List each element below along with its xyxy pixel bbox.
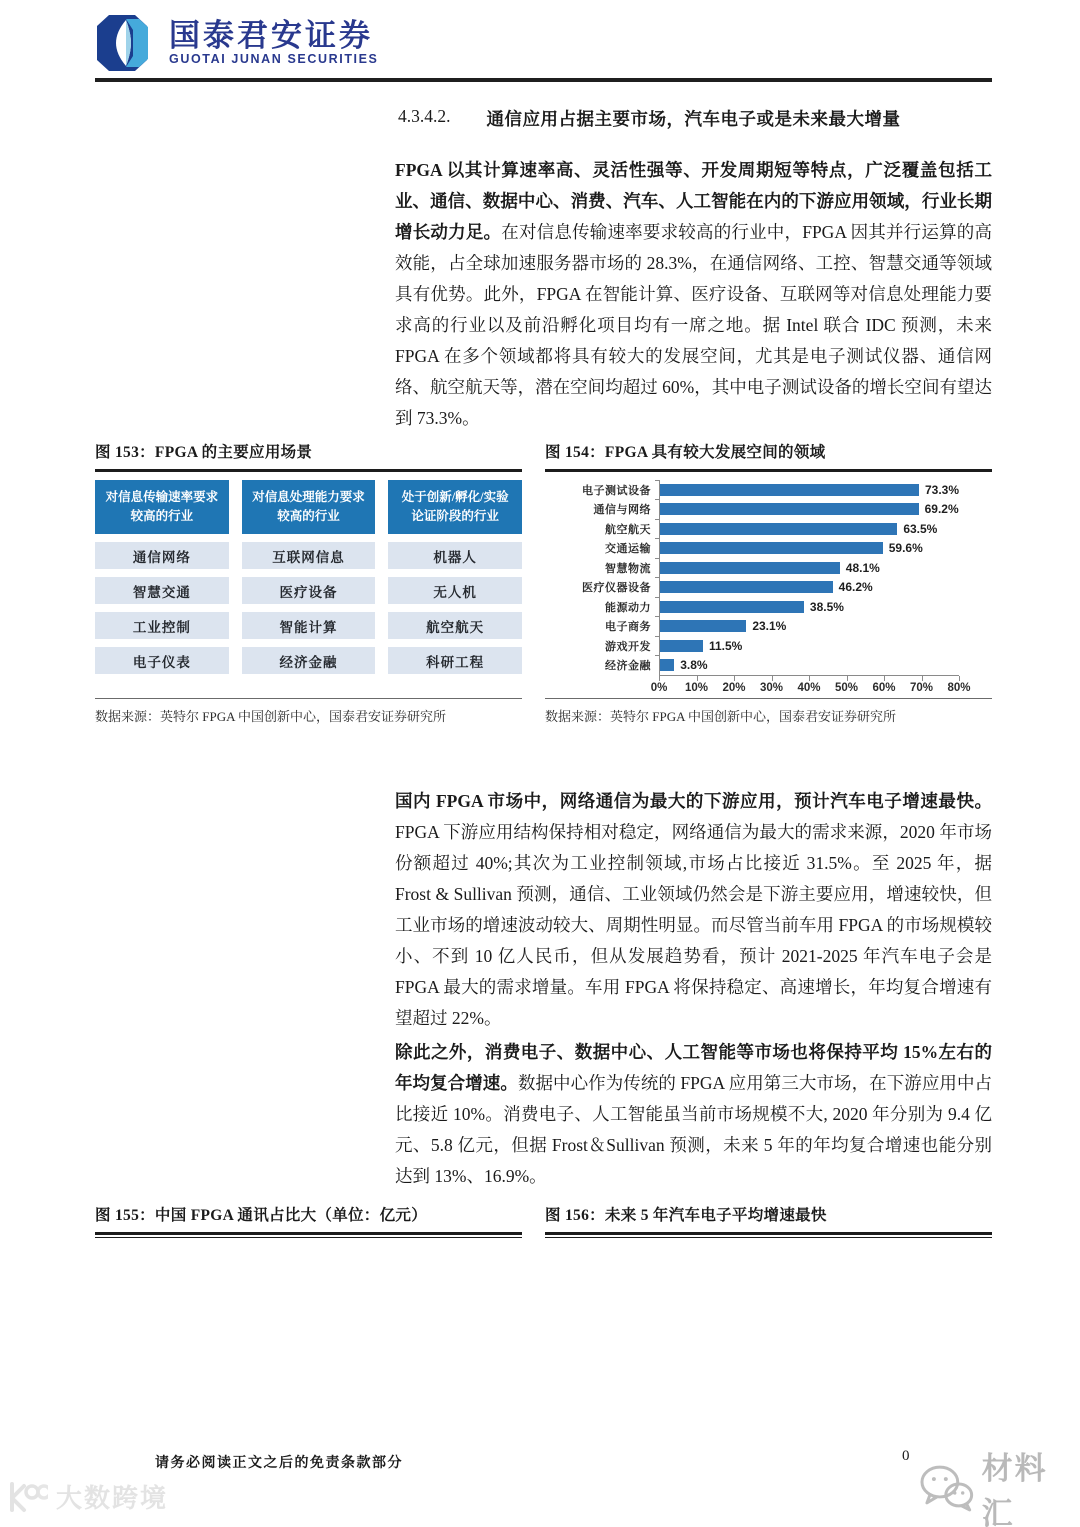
watermark-left bbox=[6, 1478, 168, 1515]
bar-category-label: 智慧物流 bbox=[605, 562, 651, 575]
watermark-left-text: 大数跨境 bbox=[56, 1483, 169, 1513]
bar-row bbox=[582, 578, 959, 598]
diagram-item: 机器人 bbox=[388, 542, 522, 569]
page-number: 0 bbox=[902, 1448, 910, 1464]
paragraph-1-body: 在对信息传输速率要求较高的行业中，FPGA 因其并行运算的高效能，占全球加速服务器市场的 28.3%，在通信网络、工控、智慧交通等领域具有优势。此外，FPGA 在智能计算、医疗设备、互联网等对信息处理能力要求高的行业以及前沿孵化项目均有一席之地。据 Intel 联合 IDC 预测，未来 FPGA 在多个领域都将具有较大的发展空间，尤其是电子测试仪器、通信网络、航空航天等，潜在空间均超过 60%，其中电子测试设备的增长空间有望达到 73.3%。 bbox=[395, 222, 992, 428]
bar-row bbox=[605, 597, 959, 617]
brand-name-cn: 国泰君安证券 bbox=[169, 17, 373, 53]
bar-category-label: 经济金融 bbox=[605, 660, 651, 673]
diagram-column-header: 对信息处理能力要求较高的行业 bbox=[242, 480, 376, 534]
bar-category-label: 游戏开发 bbox=[605, 640, 651, 653]
diagram-column-1 bbox=[95, 480, 229, 674]
diagram-item: 工业控制 bbox=[95, 612, 229, 639]
bar-value-label: 48.1% bbox=[845, 560, 880, 575]
figure-153 bbox=[95, 440, 522, 750]
figure-154-title: 图 154：FPGA 具有较大发展空间的领域 bbox=[545, 440, 992, 472]
bar-value-label: 59.6% bbox=[888, 541, 923, 556]
diagram-item: 科研工程 bbox=[388, 647, 522, 674]
diagram-column-3 bbox=[388, 480, 522, 674]
brand-logo bbox=[95, 14, 379, 72]
bar-value-label: 73.3% bbox=[924, 482, 959, 497]
bar bbox=[660, 581, 833, 593]
x-axis-tick bbox=[922, 676, 923, 681]
x-axis-tick-label: 70% bbox=[909, 682, 934, 694]
figure-156-rule bbox=[545, 1237, 992, 1238]
bar-row bbox=[605, 519, 959, 539]
bar-category-label: 电子商务 bbox=[605, 621, 651, 634]
paragraph-1-lead: FPGA 以其计算速率高、灵活性强等、开发周期短等特点，广泛覆盖包括工业、通信、数据中心、消费、汽车、人工智能在内的下游应用领域，行业长期增长动力足。 bbox=[395, 160, 992, 242]
x-axis-tick-label: 40% bbox=[797, 682, 821, 694]
x-axis-tick bbox=[884, 676, 885, 681]
bar-category-label: 航空航天 bbox=[605, 523, 651, 536]
bar bbox=[660, 620, 746, 632]
figure-155-rule bbox=[95, 1237, 522, 1238]
footer-disclaimer: 请务必阅读正文之后的免责条款部分 bbox=[155, 1456, 403, 1471]
figure-154 bbox=[545, 440, 992, 750]
bar-value-label: 38.5% bbox=[809, 599, 844, 614]
x-axis-tick bbox=[772, 676, 773, 681]
bar-category-label: 能源动力 bbox=[605, 601, 651, 614]
bar bbox=[660, 601, 804, 613]
x-axis-tick bbox=[847, 676, 848, 681]
section-number: 4.3.4.2. bbox=[398, 106, 451, 126]
bar-chart-plot-area bbox=[582, 480, 959, 676]
bar bbox=[660, 542, 883, 554]
x-axis-tick bbox=[734, 676, 735, 681]
bar-category-label: 通信与网络 bbox=[593, 504, 651, 517]
diagram-item: 航空航天 bbox=[388, 612, 522, 639]
guotai-junan-logo-icon bbox=[95, 14, 157, 72]
bar-row bbox=[605, 539, 959, 559]
bar bbox=[660, 562, 840, 574]
x-axis-tick bbox=[809, 676, 810, 681]
wechat-icon bbox=[918, 1462, 976, 1514]
section-heading bbox=[398, 106, 992, 131]
diagram-column-header: 对信息传输速率要求较高的行业 bbox=[95, 480, 229, 534]
x-axis-tick-label: 0% bbox=[650, 682, 668, 694]
paragraph-3-body: 数据中心作为传统的 FPGA 应用第三大市场，在下游应用中占比接近 10%。消费电子、人工智能虽当前市场规模不大, 2020 年分别为 9.4 亿元、5.8 亿元，但据 Frost＆Sullivan 预测，未来 5 年的年均复合增速也能分别达到 13%、16.9%。 bbox=[395, 1073, 992, 1186]
figure-153-title: 图 153：FPGA 的主要应用场景 bbox=[95, 440, 522, 472]
bar bbox=[660, 640, 703, 652]
paragraph-3 bbox=[395, 1037, 992, 1192]
figure-155-title: 图 155：中国 FPGA 通讯占比大（单位：亿元） bbox=[95, 1203, 522, 1235]
bar-row bbox=[605, 636, 959, 656]
diagram-item: 智能计算 bbox=[242, 612, 376, 639]
diagram-item: 通信网络 bbox=[95, 542, 229, 569]
diagram-item: 互联网信息 bbox=[242, 542, 376, 569]
diagram-item: 经济金融 bbox=[242, 647, 376, 674]
brand-name-en: GUOTAI JUNAN SECURITIES bbox=[169, 52, 379, 67]
bar-value-label: 46.2% bbox=[838, 580, 873, 595]
x-axis-tick-label: 20% bbox=[722, 682, 746, 694]
watermark-right-text: 材料汇 bbox=[981, 1451, 1048, 1527]
diagram-item: 智慧交通 bbox=[95, 577, 229, 604]
bar-row bbox=[593, 500, 959, 520]
figure-154-source: 数据来源：英特尔 FPGA 中国创新中心，国泰君安证券研究所 bbox=[545, 698, 992, 727]
paragraph-1 bbox=[395, 155, 992, 434]
bar-row bbox=[605, 617, 959, 637]
diagram-item: 电子仪表 bbox=[95, 647, 229, 674]
x-axis-tick-label: 10% bbox=[684, 682, 709, 694]
watermark-right bbox=[918, 1443, 1080, 1527]
bar-row bbox=[582, 480, 959, 500]
bar-value-label: 63.5% bbox=[903, 521, 938, 536]
paragraph-3-lead: 除此之外，消费电子、数据中心、人工智能等市场也将保持平均 15%左右的年均复合增速。 bbox=[395, 1042, 992, 1093]
bar-value-label: 23.1% bbox=[752, 619, 787, 634]
brand-text bbox=[169, 17, 379, 67]
paragraph-2 bbox=[395, 786, 992, 1034]
fpga-growth-bar-chart bbox=[545, 480, 971, 698]
bar-category-label: 交通运输 bbox=[605, 543, 651, 556]
bar bbox=[660, 484, 919, 496]
diagram-item: 医疗设备 bbox=[242, 577, 376, 604]
bar bbox=[660, 523, 897, 535]
figure-156-title: 图 156：未来 5 年汽车电子平均增速最快 bbox=[545, 1203, 992, 1235]
dashu-logo-icon bbox=[6, 1480, 48, 1514]
bar-chart-x-axis bbox=[650, 676, 971, 698]
paragraph-2-lead: 国内 FPGA 市场中，网络通信为最大的下游应用，预计汽车电子增速最快。 bbox=[395, 791, 992, 811]
paragraph-2-body: FPGA 下游应用结构保持相对稳定，网络通信为最大的需求来源，2020 年市场份额超过 40%;其次为工业控制领域,市场占比接近 31.5%。至 2025 年，据 Frost & Sullivan 预测，通信、工业领域仍然会是下游主要应用，增速较快，但工业市场的增速波动较大、周期性明显。而尽管当前车用 FPGA 的市场规模较小、不到 10 亿人民币，但从发展趋势看，预计 2021-2025 年汽车电子会是 FPGA 最大的需求增量。车用 FPGA 将保持稳定、高速增长，年均复合增速有望超过 22%。 bbox=[395, 822, 992, 1028]
figure-153-source: 数据来源：英特尔 FPGA 中国创新中心，国泰君安证券研究所 bbox=[95, 698, 522, 727]
bar-value-label: 11.5% bbox=[708, 638, 743, 653]
bar-row bbox=[605, 558, 959, 578]
diagram-column-2 bbox=[242, 480, 376, 674]
x-axis-tick bbox=[659, 676, 660, 681]
x-axis-tick-label: 60% bbox=[872, 682, 896, 694]
x-axis-tick-label: 80% bbox=[947, 682, 971, 694]
x-axis-tick-label: 30% bbox=[759, 682, 784, 694]
bar-row bbox=[605, 656, 959, 676]
bar-value-label: 3.8% bbox=[680, 658, 708, 673]
bar bbox=[660, 659, 674, 671]
bar-category-label: 电子测试设备 bbox=[582, 484, 651, 497]
x-axis-tick bbox=[959, 676, 960, 681]
diagram-item: 无人机 bbox=[388, 577, 522, 604]
header-divider bbox=[95, 78, 992, 82]
x-axis-tick-label: 50% bbox=[834, 682, 859, 694]
bar-value-label: 69.2% bbox=[924, 502, 959, 517]
fpga-application-diagram bbox=[95, 480, 522, 674]
diagram-column-header: 处于创新/孵化/实验论证阶段的行业 bbox=[388, 480, 522, 534]
x-axis-tick bbox=[697, 676, 698, 681]
section-title: 通信应用占据主要市场，汽车电子或是未来最大增量 bbox=[486, 109, 901, 129]
figure-156 bbox=[545, 1203, 992, 1238]
bar bbox=[660, 503, 919, 515]
figure-155 bbox=[95, 1203, 522, 1238]
bar-category-label: 医疗仪器设备 bbox=[582, 582, 651, 595]
